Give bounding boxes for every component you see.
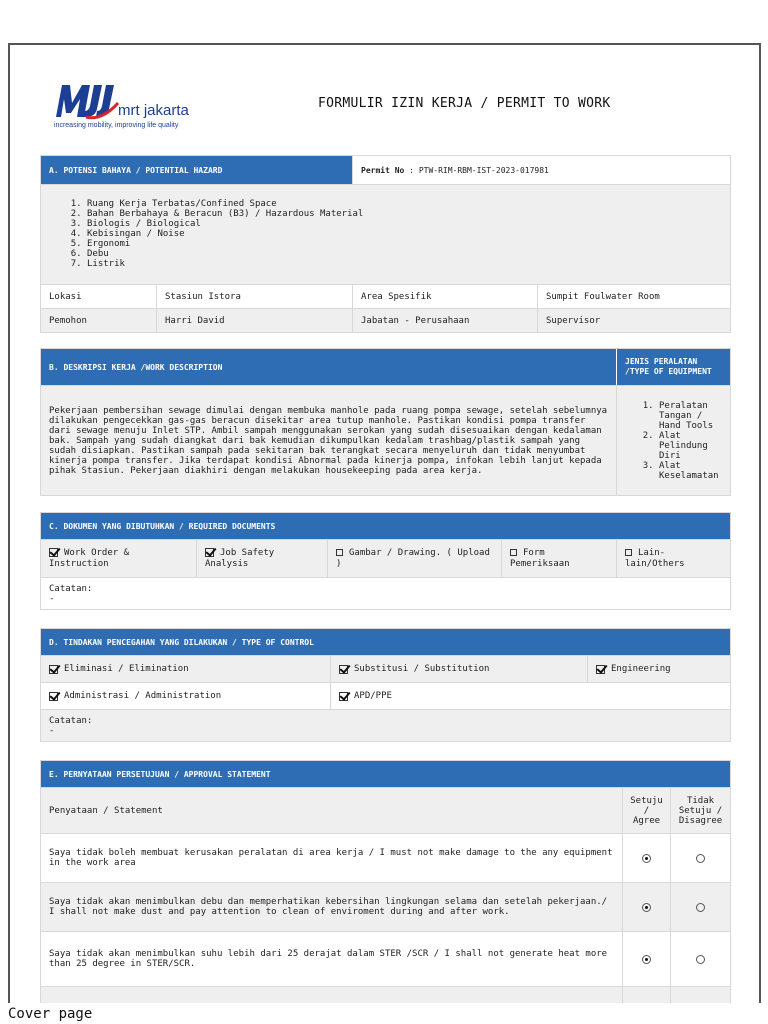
permit-number: Permit No : PTW-RIM-RBM-IST-2023-017981 [352,156,730,184]
document-title: FORMULIR IZIN KERJA / PERMIT TO WORK [318,96,611,111]
equipment-list [625,401,722,481]
statement-row [41,931,730,986]
checkbox-icon[interactable] [625,549,632,556]
agree-radio[interactable] [642,955,651,964]
documents-notes [41,577,730,609]
control-label: Engineering [611,664,671,674]
pemohon-label: Pemohon [49,315,87,326]
document-page [8,43,761,1003]
work-description: Pekerjaan pembersihan sewage dimulai dengan membuka manhole pada ruang pompa sewage, setelah sebelumnya dilakukan pengecekkan gas-gas beracun disekitar area tutup manhole. Pastikan kondisi pompa transfer dari sewage menuju Inlet STP. Ambil sampah menggunakan serokan yang sudah disesuaikan dengan kedalaman bak. Sampah yang sudah diangkat dari bak kemudian dikumpulkan kedalam trashbag/plastik sampah yang sudah disiapkan. Pastikan sampah pada sekitaran bak terangkat secara menyeluruh dan tidak menyumbat kinerja pompa transfer. Jika terdapat kondisi Abnormal pada kinerja pompa, infokan lebih lanjut kepada pihak Stasiun. Pekerjaan diakhiri dengan melakukan housekeeping pada area kerja. [49,405,608,476]
doc-drawing[interactable] [327,540,501,577]
catatan-value: - [49,594,55,604]
hazard-item: 7. Listrik [87,259,363,269]
statement-text: Saya tidak akan menimbulkan debu dan memperhatikan kebersihan lingkungan selama dan setelah pekerjaan./ I shall not make dust and pay attention to clean of enviroment during and after work. [49,897,608,917]
pemohon-value: Harri David [156,309,352,332]
cover-page-label: Cover page [8,1006,93,1022]
statement-row-partial [41,986,730,1003]
doc-label: Job Safety Analysis [205,548,275,569]
doc-form-pemeriksaan[interactable] [501,540,616,577]
disagree-radio[interactable] [696,955,705,964]
disagree-radio[interactable] [696,903,705,912]
permit-label: Permit No [361,165,405,175]
jabatan-value: Supervisor [537,309,730,332]
equipment-item: 2. Alat Pelindung Diri [659,431,722,461]
checkbox-icon[interactable] [339,692,348,701]
doc-others[interactable] [616,540,730,577]
controls-row-2 [41,682,730,709]
equipment-item: 3. Alat Keselamatan [659,461,722,481]
jabatan-label: Jabatan - Perusahaan [352,309,537,332]
checkbox-icon[interactable] [336,549,343,556]
lokasi-label: Lokasi [49,291,82,302]
permit-value: PTW-RIM-RBM-IST-2023-017981 [418,165,549,175]
statement-column-header: Penyataan / Statement [49,805,163,816]
statement-row [41,882,730,931]
section-d-header: D. TINDAKAN PENCEGAHAN YANG DILAKUKAN / TYPE OF CONTROL [41,629,730,655]
checkbox-icon[interactable] [339,665,348,674]
doc-job-safety-analysis[interactable] [196,540,327,577]
hazard-item: 2. Bahan Berbahaya & Beracun (B3) / Hazardous Material [87,209,363,219]
hazard-item: 3. Biologis / Biological [87,219,363,229]
hazard-item: 1. Ruang Kerja Terbatas/Confined Space [87,199,363,209]
section-work-description [40,348,731,496]
control-label: Administrasi / Administration [64,691,222,701]
disagree-radio[interactable] [696,854,705,863]
control-label: APD/PPE [354,691,392,701]
agree-column-header: Setuju / Agree [622,788,670,833]
control-engineering[interactable] [587,656,730,682]
catatan-label: Catatan: [49,584,93,594]
agree-radio[interactable] [642,854,651,863]
disagree-column-header: Tidak Setuju / Disagree [670,788,730,833]
hazard-list [41,199,363,269]
hazard-list-row [41,184,730,284]
checkbox-icon[interactable] [205,548,214,557]
checkbox-icon[interactable] [49,665,58,674]
document-header [10,45,759,155]
hazard-item: 6. Debu [87,249,363,259]
statement-text: Saya tidak boleh membuat kerusakan peralatan di area kerja / I must not make damage to the any equipment in the work area [49,848,613,868]
section-b-header: B. DESKRIPSI KERJA /WORK DESCRIPTION [41,349,616,385]
lokasi-value: Stasiun Istora [156,285,352,308]
checkbox-icon[interactable] [596,665,605,674]
doc-label: Work Order & Instruction [49,548,130,569]
statement-text: Saya tidak akan menimbulkan suhu lebih dari 25 derajat dalam STER /SCR / I shall not generate heat more than 25 degree in STER/SCR. [49,949,608,969]
area-value: Sumpit Foulwater Room [537,285,730,308]
logo-tagline: increasing mobility, improving life quality [54,122,179,129]
area-label: Area Spesifik [352,285,537,308]
hazard-item: 4. Kebisingan / Noise [87,229,363,239]
location-row [41,284,730,308]
doc-label: Form Pemeriksaan [510,548,570,569]
logo-text: mrt jakarta [118,102,189,119]
agree-radio[interactable] [642,903,651,912]
section-potential-hazard [40,155,731,333]
section-approval-statement [40,760,731,1003]
section-c-header: C. DOKUMEN YANG DIBUTUHKAN / REQUIRED DOCUMENTS [41,513,730,539]
hazard-item: 5. Ergonomi [87,239,363,249]
statement-header-row [41,787,730,833]
mrt-jakarta-logo [42,73,210,133]
catatan-value: - [49,726,55,736]
section-e-header: E. PERNYATAAN PERSETUJUAN / APPROVAL STATEMENT [41,761,730,787]
documents-row [41,539,730,577]
equipment-header: JENIS PERALATAN /TYPE OF EQUIPMENT [616,349,730,385]
catatan-label: Catatan: [49,716,93,726]
control-substitution[interactable] [330,656,587,682]
checkbox-icon[interactable] [510,549,517,556]
doc-label: Gambar / Drawing. ( Upload ) [336,548,490,569]
control-administration[interactable] [41,683,330,709]
section-required-documents [40,512,731,610]
controls-notes [41,709,730,741]
doc-work-order[interactable] [41,540,196,577]
statement-row [41,833,730,882]
control-label: Substitusi / Substitution [354,664,490,674]
description-row [41,385,730,495]
section-type-of-control [40,628,731,742]
checkbox-icon[interactable] [49,692,58,701]
equipment-item: 1. Peralatan Tangan / Hand Tools [659,401,722,431]
doc-label: Lain-lain/Others [625,548,685,569]
requester-row [41,308,730,332]
control-label: Eliminasi / Elimination [64,664,189,674]
controls-row-1 [41,655,730,682]
checkbox-icon[interactable] [49,548,58,557]
section-a-header: A. POTENSI BAHAYA / POTENTIAL HAZARD [41,156,352,184]
control-elimination[interactable] [41,656,330,682]
equipment-cell [616,386,730,495]
control-ppe[interactable] [330,683,730,709]
